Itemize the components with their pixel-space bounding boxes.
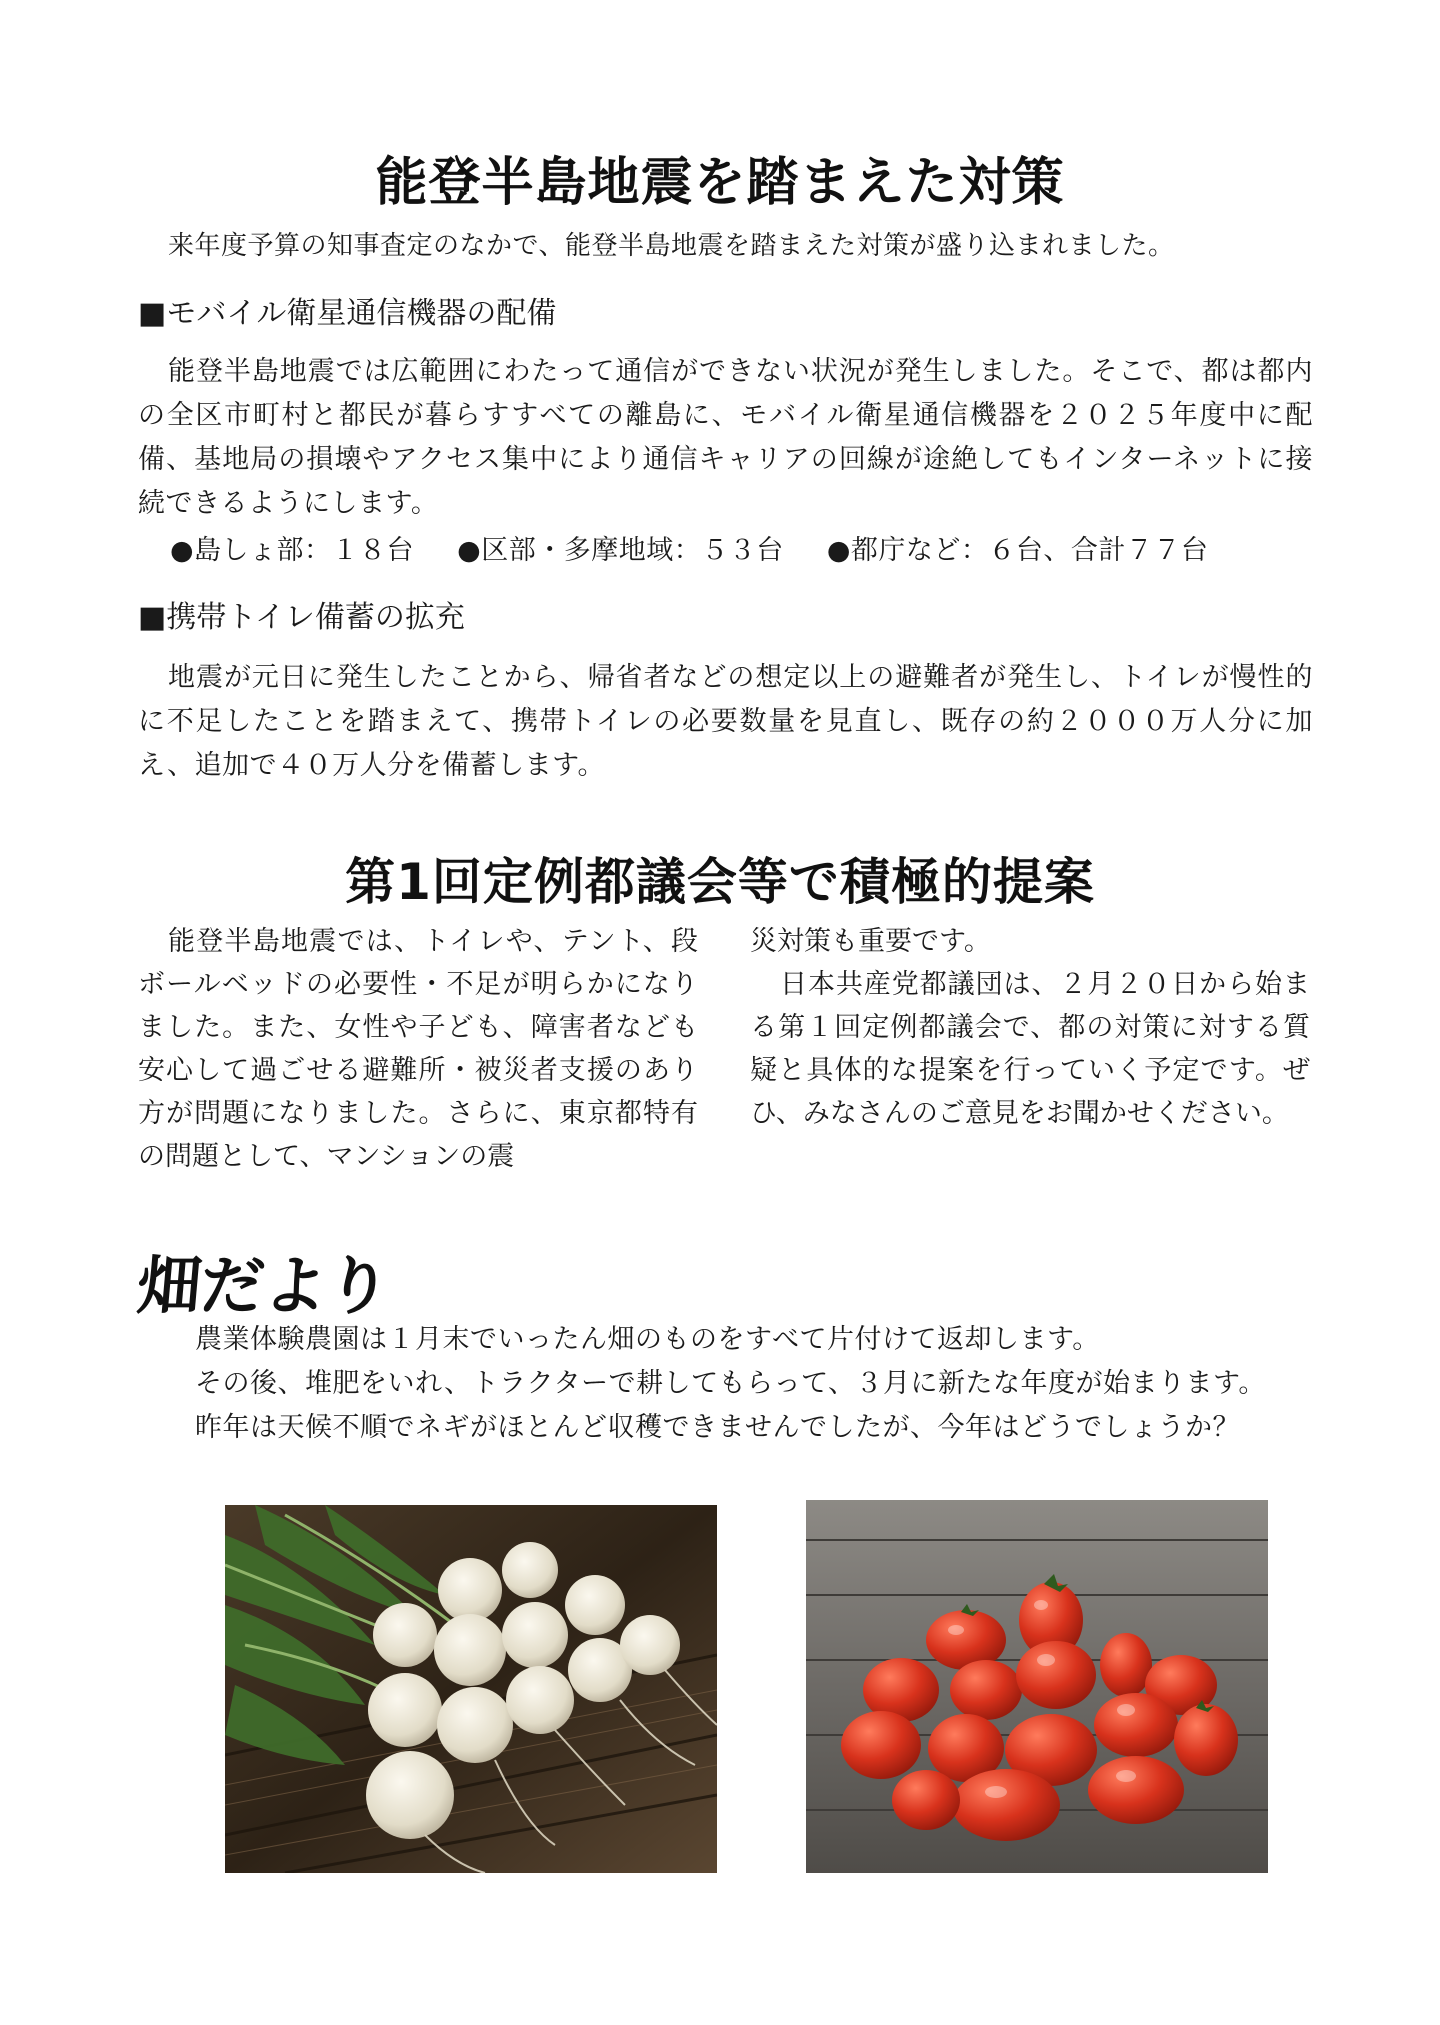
- paragraph-toilet: 地震が元日に発生したことから、帰省者などの想定以上の避難者が発生し、トイレが慢性的に不足したことを踏まえて、携帯トイレの必要数量を見直し、既存の約２０００万人分に加え、追加で４０万人分を備蓄します。: [138, 662, 1313, 781]
- paragraph-satellite: 能登半島地震では広範囲にわたって通信ができない状況が発生しました。そこで、都は都内の全区市町村と都民が暮らすすべての離島に、モバイル衛星通信機器を２０２５年度中に配備、基地局の損壊やアクセス集中により通信キャリアの回線が途絶してもインターネットに接続できるようにします。: [138, 356, 1313, 519]
- paragraph-left: 能登半島地震では、トイレや、テント、段ボールベッドの必要性・不足が明らかになりました。また、女性や子ども、障害者なども安心して過ごせる避難所・被災者支援のあり方が問題になりました。さらに、東京都特有の問題として、マンションの震: [138, 926, 698, 1172]
- paragraph-right: 日本共産党都議団は、２月２０日から始まる第１回定例都議会で、都の対策に対する質疑と具体的な提案を行っていく予定です。ぜひ、みなさんのご意見をお聞かせください。: [750, 969, 1310, 1129]
- count-wards-tama: ●区部・多摩地域：５３台: [457, 535, 784, 566]
- count-islands: ●島しょ部：１８台: [170, 535, 415, 566]
- device-counts: [170, 528, 1242, 567]
- column-left: [138, 920, 698, 1178]
- subheading-satellite: ■モバイル衛星通信機器の配備: [138, 296, 557, 331]
- farm-line-1: 農業体験農園は１月末でいったん畑のものをすべて片付けて返却します。: [195, 1324, 1100, 1355]
- paragraph-right-continuation: 災対策も重要です。: [750, 926, 991, 957]
- section-title-noto-measures: 能登半島地震を踏まえた対策: [375, 153, 1065, 213]
- count-government-total: ●都庁など：６台、合計７７台: [826, 535, 1209, 566]
- farm-line-3: 昨年は天候不順でネギがほとんど収穫できませんでしたが、今年はどうでしょうか？: [195, 1412, 1240, 1443]
- section-title-assembly: 第1回定例都議会等で積極的提案: [345, 853, 1095, 911]
- subheading-toilet: ■携帯トイレ備蓄の拡充: [138, 600, 465, 635]
- turnips-photo: [225, 1505, 717, 1873]
- column-right: [750, 920, 1310, 1135]
- farm-line-2: その後、堆肥をいれ、トラクターで耕してもらって、３月に新たな年度が始まります。: [195, 1368, 1266, 1399]
- tomatoes-photo: [806, 1500, 1268, 1873]
- section-title-farm-news: 畑だより: [134, 1250, 393, 1324]
- lead-text: 来年度予算の知事査定のなかで、能登半島地震を踏まえた対策が盛り込まれました。: [168, 231, 1175, 261]
- farm-news-text: [195, 1318, 1266, 1450]
